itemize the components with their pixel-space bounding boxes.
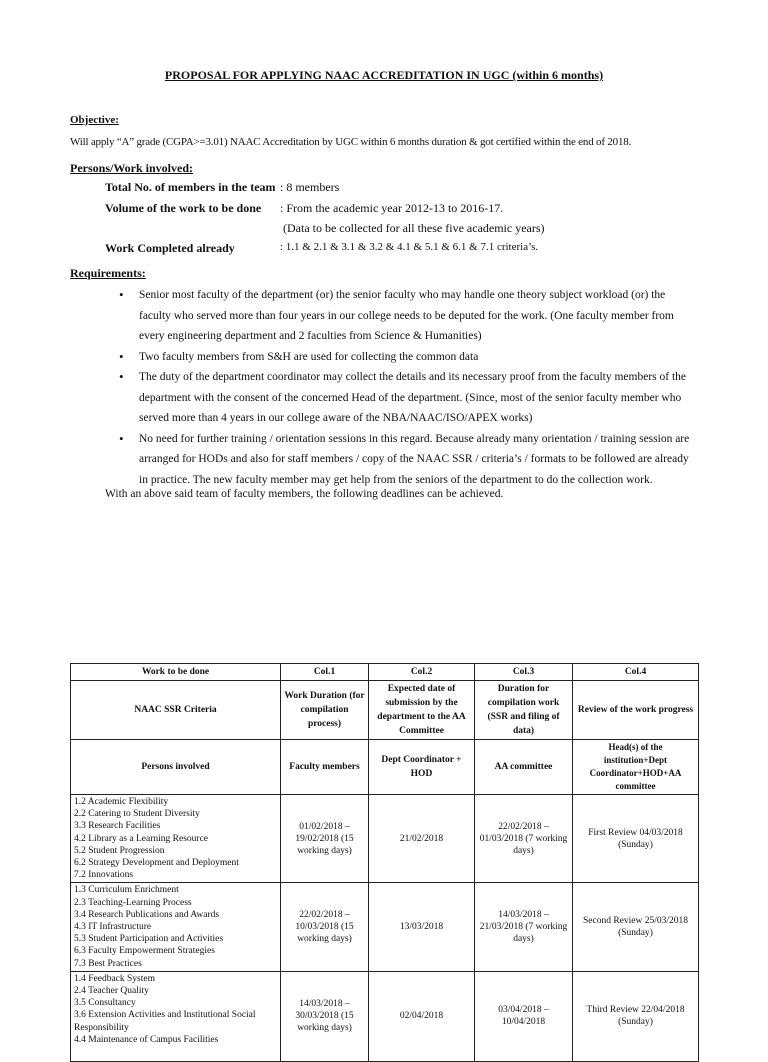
closing-text: With an above said team of faculty members, the following deadlines can be achieved. — [105, 488, 504, 500]
criteria-item: 6.3 Faculty Empowerment Strategies — [74, 946, 215, 957]
table-header-cell: Work Duration (for compilation process) — [281, 681, 369, 740]
submission-date-cell: 13/03/2018 — [369, 883, 475, 971]
compilation-duration-cell: 14/03/2018 – 21/03/2018 (7 working days) — [475, 883, 573, 971]
table-header-cell: Col.3 — [475, 664, 573, 681]
criteria-item: 2.3 Teaching-Learning Process — [74, 897, 192, 908]
criteria-item: 2.2 Catering to Student Diversity — [74, 809, 200, 820]
review-cell: First Review 04/03/2018 (Sunday) — [573, 795, 699, 883]
work-duration-cell: 01/02/2018 – 19/02/2018 (15 working days) — [281, 795, 369, 883]
table-header-cell: Expected date of submission by the department to the AA Committee — [369, 681, 475, 740]
table-header-cell: Col.2 — [369, 664, 475, 681]
requirement-item — [105, 429, 700, 491]
persons-row-label: Work Completed already — [105, 241, 235, 255]
criteria-item: 3.5 Consultancy — [74, 998, 136, 1009]
table-header-row — [71, 740, 699, 795]
review-cell: Third Review 22/04/2018 (Sunday) — [573, 971, 699, 1061]
criteria-item: 5.3 Student Participation and Activities — [74, 934, 224, 945]
persons-heading: Persons/Work involved: — [70, 161, 194, 175]
compilation-duration-cell: 22/02/2018 – 01/03/2018 (7 working days) — [475, 795, 573, 883]
criteria-item: 1.3 Curriculum Enrichment — [74, 885, 179, 896]
table-header-cell: Col.4 — [573, 664, 699, 681]
table-header-cell: Head(s) of the institution+Dept Coordinator+HOD+AA committee — [573, 740, 699, 795]
table-header-cell: Duration for compilation work (SSR and filing of data) — [475, 681, 573, 740]
table-header-row — [71, 664, 699, 681]
table-header-cell: Persons involved — [71, 740, 281, 795]
bullet-icon: • — [119, 348, 124, 364]
criteria-item: 3.6 Extension Activities and Institutional Social — [74, 1010, 256, 1021]
requirements-heading: Requirements: — [70, 266, 146, 280]
table-header-row — [71, 681, 699, 740]
persons-row-label: Volume of the work to be done — [105, 201, 262, 215]
persons-row-value: (Data to be collected for all these five academic years) — [283, 221, 545, 235]
requirement-text: No need for further training / orientation sessions in this regard. Because already many orientation / training session are arranged for HODs and also for staff members / copy of the NAAC SSR / criteria’s / formats to be followed are already in practice. The new faculty member may get help from the seniors of the department to do the collection work. — [139, 432, 690, 486]
document-title: PROPOSAL FOR APPLYING NAAC ACCREDITATION IN UGC (within 6 months) — [164, 68, 604, 82]
bullet-icon: • — [119, 369, 124, 384]
criteria-item: 7.2 Innovations — [74, 870, 134, 881]
compilation-duration-cell: 03/04/2018 – 10/04/2018 — [475, 971, 573, 1061]
table-header-cell: Faculty members — [281, 740, 369, 795]
criteria-item: Responsibility — [74, 1022, 129, 1033]
objective-heading: Objective: — [70, 114, 119, 126]
table-header-cell: Review of the work progress — [573, 681, 699, 740]
criteria-item: 4.2 Library as a Learning Resource — [74, 833, 209, 844]
submission-date-cell: 02/04/2018 — [369, 971, 475, 1061]
objective-text: Will apply “A” grade (CGPA>=3.01) NAAC Accreditation by UGC within 6 months duration & got certified within the end of 2018. — [70, 136, 632, 148]
criteria-cell — [71, 795, 281, 883]
work-duration-cell: 22/02/2018 – 10/03/2018 (15 working days) — [281, 883, 369, 971]
table-header-cell: Col.1 — [281, 664, 369, 681]
criteria-item: 2.4 Teacher Quality — [74, 986, 149, 997]
bullet-icon: • — [119, 430, 124, 446]
requirement-text: Senior most faculty of the department (or) the senior faculty who may handle one theory subject workload (or) the faculty who served more than four years in our college needs to be deputed for the work. (One faculty member from every engineering department and 2 faculties from Science & Humanities) — [139, 289, 674, 342]
table-row — [71, 971, 699, 1061]
requirements-list — [105, 285, 700, 490]
criteria-item: 5.2 Student Progression — [74, 845, 165, 856]
table-header-cell: NAAC SSR Criteria — [71, 681, 281, 740]
persons-row-value: : 1.1 & 2.1 & 3.1 & 3.2 & 4.1 & 5.1 & 6.1 & 7.1 criteria’s. — [280, 241, 539, 253]
criteria-item: 1.4 Feedback System — [74, 973, 156, 984]
persons-row-value: : From the academic year 2012-13 to 2016-17. — [280, 201, 504, 215]
table-header-cell: Dept Coordinator + HOD — [369, 740, 475, 795]
criteria-item: 4.4 Maintenance of Campus Facilities — [74, 1034, 219, 1045]
requirement-item — [105, 285, 700, 347]
requirement-text: The duty of the department coordinator may collect the details and its necessary proof from the faculty members of the department with the consent of the concerned Head of the department. (Since, most of the senior faculty member who served more than 4 years in our college aware of the NBA/NAAC/ISO/APEX works) — [139, 371, 687, 424]
criteria-item: 1.2 Academic Flexibility — [74, 797, 169, 807]
criteria-item: 4.3 IT Infrastructure — [74, 922, 152, 933]
submission-date-cell: 21/02/2018 — [369, 795, 475, 883]
bullet-icon: • — [119, 287, 124, 302]
requirement-item — [105, 347, 700, 368]
table-header-cell: AA committee — [475, 740, 573, 795]
table-row — [71, 795, 699, 883]
work-duration-cell: 14/03/2018 – 30/03/2018 (15 working days) — [281, 971, 369, 1061]
criteria-item: 3.3 Research Facilities — [74, 821, 161, 832]
table-row — [71, 883, 699, 971]
criteria-cell — [71, 883, 281, 971]
persons-row-value: : 8 members — [280, 180, 340, 194]
review-cell: Second Review 25/03/2018 (Sunday) — [573, 883, 699, 971]
criteria-cell — [71, 971, 281, 1061]
table-header-cell: Work to be done — [71, 664, 281, 681]
persons-row-label: Total No. of members in the team — [105, 180, 276, 194]
criteria-item: 6.2 Strategy Development and Deployment — [74, 858, 239, 869]
requirement-item — [105, 367, 700, 429]
requirement-text: Two faculty members from S&H are used for collecting the common data — [139, 350, 479, 363]
criteria-item: 3.4 Research Publications and Awards — [74, 909, 220, 920]
schedule-table — [70, 663, 699, 1062]
criteria-item: 7.3 Best Practices — [74, 958, 142, 969]
